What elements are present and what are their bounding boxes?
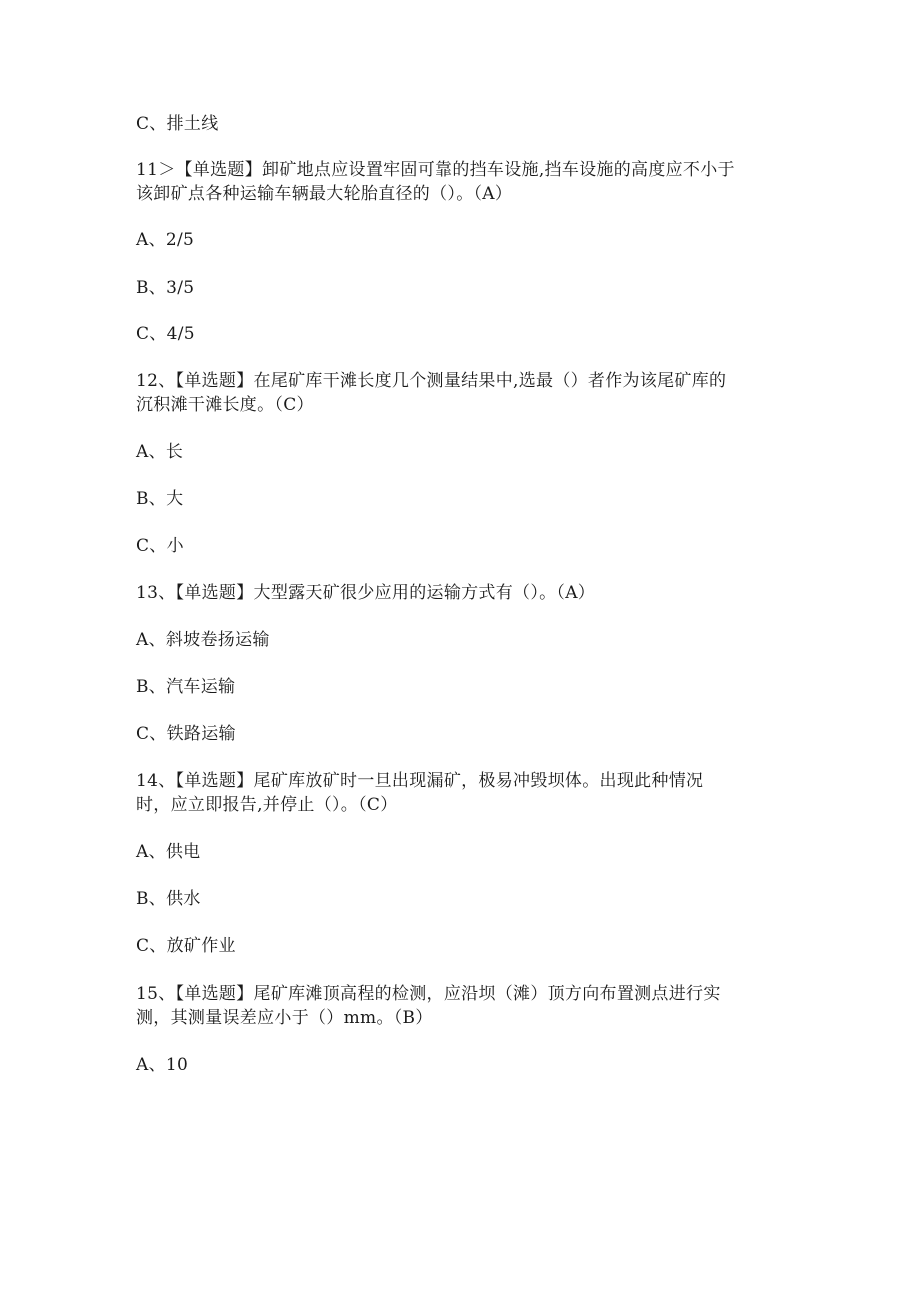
question-15-line-2: 测，其测量误差应小于（）mm。（B） [136, 1008, 433, 1028]
option-c-q12: C、小 [136, 536, 184, 556]
option-a-q14: A、供电 [136, 842, 201, 862]
option-a-q11: A、2/5 [136, 230, 195, 250]
option-c-q14: C、放矿作业 [136, 936, 236, 956]
option-b-q14: B、供水 [136, 889, 201, 909]
option-c-q11: C、4/5 [136, 324, 195, 344]
question-12-line-1: 12、【单选题】在尾矿库干滩长度几个测量结果中,选最（）者作为该尾矿库的 [136, 371, 727, 391]
option-a-q15: A、10 [136, 1055, 189, 1075]
question-15-line-1: 15、【单选题】尾矿库滩顶高程的检测，应沿坝（滩）顶方向布置测点进行实 [136, 984, 721, 1004]
question-14-line-2: 时，应立即报告,并停止（）。（C） [136, 795, 398, 815]
option-a-q13: A、斜坡卷扬运输 [136, 630, 270, 650]
question-11-line-1: 11＞【单选题】卸矿地点应设置牢固可靠的挡车设施,挡车设施的高度应不小于 [136, 160, 735, 180]
question-14-line-1: 14、【单选题】尾矿库放矿时一旦出现漏矿，极易冲毁坝体。出现此种情况 [136, 771, 704, 791]
option-b-q12: B、大 [136, 489, 184, 509]
option-b-q11: B、3/5 [136, 278, 195, 298]
option-c-q13: C、铁路运输 [136, 724, 236, 744]
option-a-q12: A、长 [136, 442, 184, 462]
question-11-line-2: 该卸矿点各种运输车辆最大轮胎直径的（）。（A） [136, 184, 513, 204]
question-13: 13、【单选题】大型露天矿很少应用的运输方式有（）。（A） [136, 583, 596, 603]
option-c-q10: C、排土线 [136, 114, 219, 134]
option-b-q13: B、汽车运输 [136, 677, 236, 697]
question-12-line-2: 沉积滩干滩长度。（C） [136, 395, 314, 415]
